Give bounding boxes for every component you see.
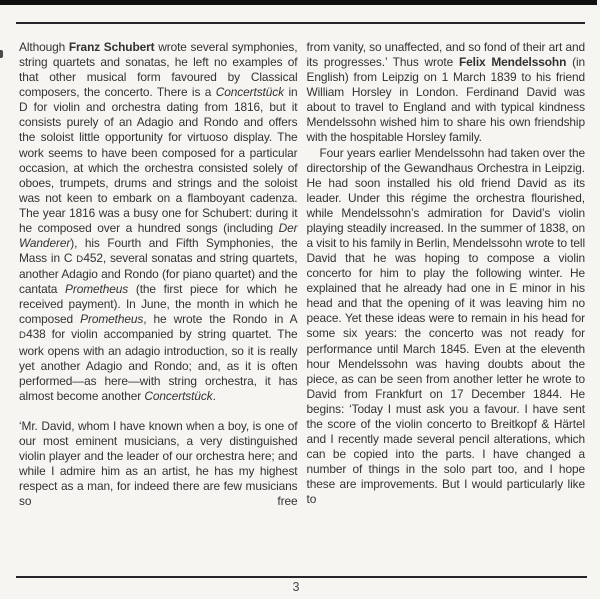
bold-text: Felix Mendelssohn xyxy=(458,55,567,70)
paragraph xyxy=(19,419,298,509)
body-text: (the first piece for which he received payment). In June, the month in which he composed xyxy=(19,282,298,327)
paragraph xyxy=(19,40,298,404)
bold-text: Franz Schubert xyxy=(68,40,155,54)
body-text: wrote several symphonies, string quartets and sonatas, he left no examples of that other musical form favoured by Classical composers, the concerto. There is a xyxy=(19,40,298,100)
body-text: , he wrote the Rondo in A xyxy=(143,312,298,327)
body-text: Four years earlier Mendelssohn had taken over the directorship of the Gewandhaus Orchestra in Leipzig. He had soon installed his old friend David as its leader. Under this régime the orchestra flourished, while Mendelssohn’s admiration for David’s violin playing steadily increased. In the summer of 1838, on a visit to his family in Berlin, Mendelssohn wrote to tell David that he was hoping to compose a violin concerto for him to play the following winter. He explained that he already had one in E minor in his head and that the opening of it was leaving him no peace. Yet these ideas were to remain in his head for some six years: the concerto was not ready for performance until March 1845. Even at the eleventh hour Mendelssohn was having doubts about the piece, as can be seen from another letter he wrote to David from Frankfurt on 17 December 1844. He begins: ‘Today I must ask you a favour. I have sent the score of the violin concerto to Breitkopf & Härtel and I recently made several pencil alterations, which can be copied into the parts. I have changed a number of things in the solo part too, and I hope these are improvements. But I would particularly like to xyxy=(306,145,585,507)
body-text: from vanity, so unaffected, and so fond of their art and its progresses.’ Thus wrote xyxy=(306,40,585,70)
italic-text: Concertstück xyxy=(215,85,284,100)
bottom-rule xyxy=(16,576,587,578)
body-text: ‘Mr. David, whom I have known when a boy, is one of our most eminent musicians, a very distinguished violin player and the leader of our orchestra here; and while I admire him as an artist, he has my highest respect as a man, for indeed there are few musicians so free xyxy=(19,418,298,509)
italic-text: Prometheus xyxy=(65,282,129,297)
italic-text: Prometheus xyxy=(80,312,144,327)
italic-text: Concertstück xyxy=(144,388,213,403)
body-text: (in English) from Leipzig on 1 March 1839 to his friend William Horsley in London. Ferdinand David was about to travel to England and with typical kindness Mendelssohn wished him to share his own friendship with the hospitable Horsley family. xyxy=(306,55,585,145)
body-text: D xyxy=(19,330,27,342)
paragraph xyxy=(307,146,586,508)
body-text: 452, several sonatas and string quartets, another Adagio and Rondo (for piano quartet) and the cantata xyxy=(19,251,298,297)
body-text: in D for violin and orchestra dating from 1816, but it consists purely of an Adagio and Rondo and offers the soloist little opportunity for virtuoso display. The work seems to have been composed for a particular occasion, at which the orchestra consisted solely of oboes, trumpets, drums and strings and the soloist was not keen to embark on a flamboyant cadenza. The year 1816 was a busy one for Schubert: during it he composed over a hundred songs (including xyxy=(19,85,298,235)
left-column xyxy=(19,40,298,572)
text-columns xyxy=(19,40,585,572)
top-rule xyxy=(16,22,585,24)
body-text: . xyxy=(212,388,216,403)
body-text: D xyxy=(76,254,84,266)
body-text: Although xyxy=(19,40,69,54)
body-text: 438 for violin accompanied by string quartet. The work opens with an adagio introduction, so it is really yet another Adagio and Rondo; and, as it is often performed—as here—with string orchestra, it has almost become another xyxy=(19,327,298,403)
scan-artifact xyxy=(0,50,3,58)
scan-edge-strip xyxy=(0,0,597,5)
page-number: 3 xyxy=(292,580,300,594)
body-text: ), his Fourth and Fifth Symphonies, the Mass in C xyxy=(19,236,298,266)
paragraph xyxy=(307,40,586,146)
right-column xyxy=(307,40,586,572)
italic-text: Der Wanderer xyxy=(19,220,298,251)
